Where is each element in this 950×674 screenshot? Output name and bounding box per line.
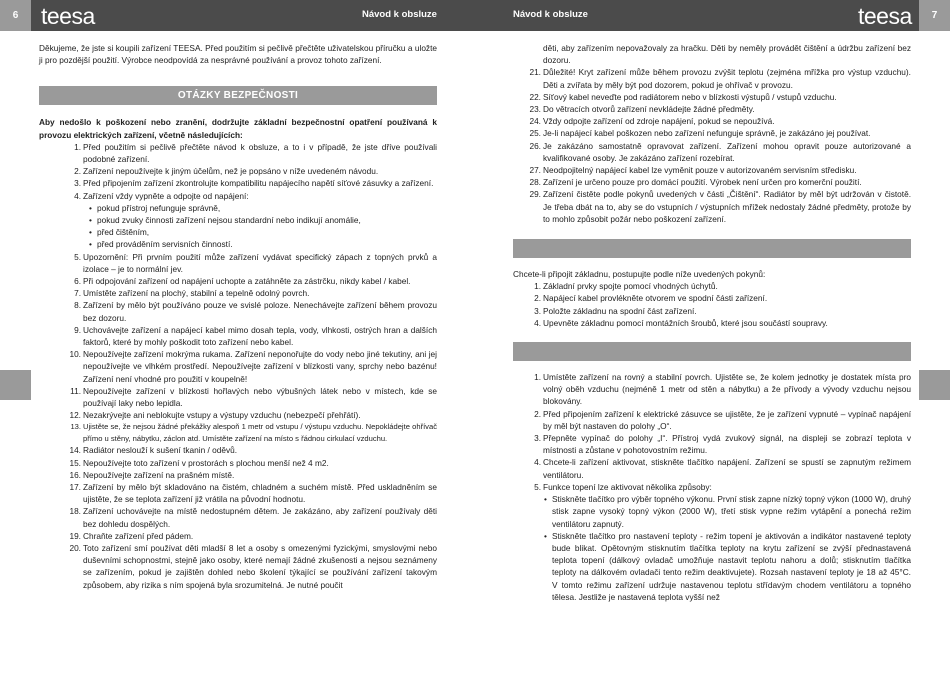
- list-item: [61, 177, 437, 189]
- list-item-number: 14.: [69, 445, 81, 456]
- list-item-text: Je-li napájecí kabel poškozen nebo zařízení nefunguje správně, je zakázáno jej používat.: [543, 128, 871, 139]
- list-item-number: 11.: [70, 385, 81, 396]
- list-item-number: 15.: [69, 457, 81, 468]
- page-header: [0, 0, 950, 31]
- list-item-text: Síťový kabel neveďte pod radiátorem nebo v blízkosti výstupů / vstupů vzduchu.: [543, 91, 837, 102]
- page-number-left: 6: [0, 0, 31, 31]
- section-heading-assembly: [513, 239, 911, 258]
- list-item-text: Zařízení čistěte podle pokynů uvedených v části „Čištění“. Radiátor by měl být udržován v čistotě. Je třeba dbát na to, aby se do vstupních / výstupních mřížek nedostaly žádné předměty, protože by to mohlo způsobit požár nebo poškození zařízení.: [543, 189, 911, 224]
- list-item: [521, 432, 911, 456]
- list-item-number: 3.: [534, 305, 541, 316]
- list-item: [521, 292, 911, 304]
- list-item-number: 12.: [69, 410, 81, 421]
- list-item: [61, 481, 437, 505]
- list-item: [61, 190, 437, 202]
- safety-list-b: [61, 251, 437, 422]
- list-item-text: Toto zařízení smí používat děti mladší 8 let a osoby s omezenými fyzickými, smyslovými nebo duševními schopnostmi, stejně jako osoby, které nemají žádné zkušenosti a nejsou seznámeny se zařízením, pokud je zajištěn dohled nebo školení týkající se používání zařízení takovým způsobem, aby rizika s ním spojená byla srozumitelná. Je nutné poučit: [83, 542, 437, 590]
- list-item-number: 9.: [74, 324, 81, 335]
- list-item-text: Před použitím si pečlivě přečtěte návod k obsluze, a to i v případě, že jste dříve používali podobné zařízení.: [83, 141, 437, 165]
- list-item-text: Zařízení nepoužívejte k jiným účelům, než je popsáno v níže uvedeném návodu.: [83, 166, 379, 177]
- bullet-item: • před prováděním servisních činností.: [89, 238, 437, 250]
- list-item-number: 21.: [529, 67, 541, 78]
- list-item-number: 6.: [74, 276, 81, 287]
- list-item-text: Uchovávejte zařízení a napájecí kabel mimo dosah tepla, vody, vlhkosti, ostrých hran a dalších faktorů, které by mohly poškodit toto zařízení nebo kabel.: [83, 324, 437, 348]
- list-item-number: 1.: [74, 141, 81, 152]
- list-item-text: Zařízení vždy vypněte a odpojte od napájení:: [83, 190, 249, 201]
- assembly-steps: [521, 280, 911, 329]
- section-heading-safety: OTÁZKY BEZPEČNOSTI: [39, 86, 437, 105]
- left-page-column: [39, 42, 437, 591]
- list-item-text: Upozornění: Při prvním použití může zařízení vydávat specifický zápach z topných prvků a izolace – je to normální jev.: [83, 251, 437, 274]
- list-item-number: 18.: [69, 506, 81, 517]
- list-item: [61, 444, 437, 456]
- safety-list-c: [61, 444, 437, 590]
- list-item-text: Přepněte vypínač do polohy „I“. Přístroj vydá zvukový signál, na displeji se zobrazí teplota v místnosti a zůstane v pohotovostním režimu.: [543, 433, 911, 456]
- list-item-text: Důležité! Kryt zařízení může během provozu zvýšit teplotu (zejména mřížka pro výstup vzduchu). Děti a zvířata by měly být pod dozorem, pokud je ohřívač v provozu.: [543, 67, 911, 90]
- safety-bold-intro: Aby nedošlo k poškození nebo zranění, dodržujte základní bezpečnostní opatření používaná k provozu elektrických zařízení, včetně následujících:: [39, 117, 437, 140]
- side-tab-left: [0, 370, 31, 400]
- teesa-logo-right: teesa: [858, 3, 912, 29]
- list-item-number: 24.: [529, 116, 541, 127]
- list-item-number: 13.: [70, 422, 81, 432]
- right-page-column: [513, 42, 911, 603]
- list-item-number: 2.: [534, 293, 541, 304]
- list-item-text: Nepoužívejte toto zařízení v prostorách s plochou menší než 4 m2.: [83, 457, 329, 468]
- list-item-text: Neodpojitelný napájecí kabel lze vyměnit pouze v autorizovaném servisním středisku.: [543, 165, 857, 176]
- list-item: [61, 287, 437, 299]
- list-item-number: 17.: [69, 481, 81, 492]
- list-item: [61, 421, 437, 444]
- list-item: [61, 469, 437, 481]
- list-item: [61, 165, 437, 177]
- list-item-text: Zařízení je určeno pouze pro domácí použití. Výrobek není určen pro komerční použití.: [543, 177, 862, 188]
- list-item-number: 4.: [534, 317, 541, 328]
- list-item-number: 26.: [529, 140, 541, 151]
- list-item-number: 4.: [534, 457, 541, 468]
- list-item-number: 29.: [529, 189, 541, 200]
- header-title-left: Návod k obsluze: [362, 9, 437, 20]
- list-item-text: Zařízení uchovávejte na místě nedostupném dětem. Je zakázáno, aby zařízení používaly děti bez dohledu dospělých.: [83, 506, 437, 529]
- list-item: [61, 141, 437, 165]
- list-item-text: Při odpojování zařízení od napájení uchopte a zatáhněte za zástrčku, nikdy kabel / kabel.: [83, 276, 411, 287]
- disconnect-bullet-list: [89, 202, 437, 251]
- heating-mode-bullets: [544, 493, 911, 603]
- bullet-item: • pokud přístroj nefunguje správně,: [89, 202, 437, 214]
- list-item-number: 25.: [529, 128, 541, 139]
- list-item-text: Radiátor neslouží k sušení tkanin / oděvů.: [83, 445, 238, 456]
- list-item-text: Zařízení by mělo být používáno pouze ve svislé poloze. Nenechávejte zařízení během provozu bez dozoru.: [83, 300, 437, 323]
- safety-list-item-13: [61, 421, 437, 444]
- list-item-text: Do větracích otvorů zařízení nevkládejte žádné předměty.: [543, 104, 755, 115]
- list-item: [521, 371, 911, 408]
- list-item-number: 19.: [69, 530, 81, 541]
- safety-list-a: [61, 141, 437, 202]
- list-item-number: 5.: [74, 251, 81, 262]
- list-item-text: Napájecí kabel provlékněte otvorem ve spodní části zařízení.: [543, 293, 768, 304]
- list-item: [61, 542, 437, 591]
- list-item-text: Položte základnu na spodní část zařízení.: [543, 305, 697, 316]
- list-item: [521, 408, 911, 432]
- page-number-right: 7: [919, 0, 950, 31]
- list-item-text: Nezakrývejte ani neblokujte vstupy a výstupy vzduchu (nebezpečí přehřátí).: [83, 410, 361, 421]
- list-item: [521, 176, 911, 188]
- list-item: [521, 140, 911, 164]
- list-item: [61, 299, 437, 323]
- list-item: [521, 481, 911, 493]
- list-item-number: 4.: [74, 190, 81, 201]
- list-item: [521, 103, 911, 115]
- list-item: [521, 456, 911, 480]
- list-item-number: 1.: [534, 281, 541, 292]
- list-item-text: Nepoužívejte zařízení mokrýma rukama. Zařízení neponořujte do vody nebo jiné tekutiny, ani jej nepoužívejte ve vlhkém prostředí. Nepoužívejte zařízení v blízkosti vany, sprchy nebo bazénu! Zařízení není vhodné pro použití v koupelně!: [83, 349, 437, 384]
- header-title-right: Návod k obsluze: [513, 9, 588, 20]
- list-item-number: 2.: [534, 408, 541, 419]
- bullet-item: • před čištěním,: [89, 226, 437, 238]
- list-item: [521, 317, 911, 329]
- list-item: [61, 251, 437, 275]
- list-item-number: 28.: [529, 177, 541, 188]
- continued-paragraph: děti, aby zařízením nepovažovaly za hračku. Děti by neměly provádět čištění a údržbu zařízení bez dozoru.: [543, 43, 911, 66]
- list-item: [521, 127, 911, 139]
- list-item-text: Nepoužívejte zařízení na prašném místě.: [83, 469, 235, 480]
- operation-steps: [521, 371, 911, 493]
- list-item-number: 7.: [74, 288, 81, 299]
- list-item: [521, 164, 911, 176]
- list-item-number: 20.: [69, 542, 81, 553]
- list-item-number: 2.: [74, 166, 81, 177]
- bullet-item: • Stiskněte tlačítko pro výběr topného výkonu. První stisk zapne nízký topný výkon (1000 W), druhý stisk zapne vysoký topný výkon (2000 W), třetí stisk vypne režim vytápění a ponechá režim ventilátoru zapnutý.: [544, 493, 911, 530]
- section-heading-operation: [513, 342, 911, 361]
- list-item-number: 16.: [69, 469, 81, 480]
- list-item-number: 27.: [529, 165, 541, 176]
- list-item: [61, 275, 437, 287]
- list-item: [61, 324, 437, 348]
- list-item: [61, 385, 437, 409]
- side-tab-right: [919, 370, 950, 400]
- list-item-number: 3.: [74, 178, 81, 189]
- list-item: [61, 409, 437, 421]
- list-item-text: Je zakázáno samostatně opravovat zařízení. Zařízení mohou opravit pouze autorizované a kvalifikované osoby. Je zakázáno zařízení rozebírat.: [543, 140, 911, 163]
- list-item-number: 22.: [529, 91, 541, 102]
- list-item-text: Chraňte zařízení před pádem.: [83, 530, 194, 541]
- list-item-number: 23.: [529, 104, 541, 115]
- list-item-text: Před připojením zařízení zkontrolujte kompatibilitu napájecího napětí síťové zásuvky a zařízení.: [83, 178, 434, 189]
- list-item-text: Před připojením zařízení k elektrické zásuvce se ujistěte, že je zařízení vypnuté – vypínač napájení by měl být nastaven do polohy „O“.: [543, 408, 911, 431]
- list-item: [61, 505, 437, 529]
- intro-paragraph: Děkujeme, že jste si koupili zařízení TEESA. Před použitím si pečlivě přečtěte uživatelskou příručku a uložte ji pro pozdější použití. Výrobce neodpovídá za nesprávné používání a provoz tohoto zařízení.: [39, 43, 437, 66]
- list-item-text: Umístěte zařízení na plochý, stabilní a tepelně odolný povrch.: [83, 288, 310, 299]
- list-item: [521, 188, 911, 225]
- list-item-number: 10.: [69, 349, 81, 360]
- list-item-text: Funkce topení lze aktivovat několika způsoby:: [543, 481, 712, 492]
- bullet-item: • Stiskněte tlačítko pro nastavení teploty - režim topení je aktivován a indikátor nastavené teploty bude blikat. Opětovným stisknutím tlačítka teploty na krytu zařízení se zvýší přednastavená teplota topení (dálkový ovladač umožňuje nastavit teplotu nahoru a dolů; stisknutím tlačítka teploty na dálkovém ovladači tento režim deaktivujete). Rozsah nastavení teploty je 18 až 45°C. V tomto režimu zařízení udržuje nastavenou teplotu střídavým chodem ventilátoru a topného tělesa. Jestliže je nastavená teplota vyšší než: [544, 530, 911, 603]
- list-item-text: Vždy odpojte zařízení od zdroje napájení, pokud se nepoužívá.: [543, 116, 775, 127]
- list-item-text: Upevněte základnu pomocí montážních šroubů, které jsou součástí soupravy.: [543, 317, 828, 328]
- list-item-text: Chcete-li zařízení aktivovat, stiskněte tlačítko napájení. Zařízení se spustí se zapnutým režimem ventilátoru.: [543, 457, 911, 480]
- list-item-text: Umístěte zařízení na rovný a stabilní povrch. Ujistěte se, že kolem jednotky je dostatek místa pro volný oběh vzduchu (nejméně 1 metr od stěn a nábytku) a že přívody a vývody vzduchu nejsou blokovány.: [543, 372, 911, 407]
- list-item-text: Nepoužívejte zařízení v blízkosti hořlavých nebo výbušných látek nebo v místech, kde se používají laky nebo lepidla.: [83, 385, 437, 409]
- safety-list-right: [521, 66, 911, 225]
- list-item: [61, 348, 437, 385]
- teesa-logo-left: teesa: [41, 3, 95, 29]
- list-item: [521, 115, 911, 127]
- list-item-text: Ujistěte se, že nejsou žádné překážky alespoň 1 metr od vstupu / výstupu vzduchu. Nepokládejte ohřívač přímo u stěny, nábytku, záclon atd. Umístěte zařízení na místo s řádnou cirkulací vzduchu.: [83, 422, 437, 443]
- list-item: [521, 305, 911, 317]
- list-item: [521, 91, 911, 103]
- assembly-intro: Chcete-li připojit základnu, postupujte podle níže uvedených pokynů:: [513, 269, 766, 280]
- list-item-number: 1.: [534, 372, 541, 383]
- list-item-number: 5.: [534, 481, 541, 492]
- list-item-text: Zařízení by mělo být skladováno na čistém, chladném a suchém místě. Před uskladněním se ujistěte, že se teplota zařízení již vrátila na původní hodnotu.: [83, 481, 437, 505]
- list-item: [521, 280, 911, 292]
- list-item: [61, 530, 437, 542]
- list-item: [61, 457, 437, 469]
- list-item-number: 8.: [74, 300, 81, 311]
- list-item: [521, 66, 911, 90]
- list-item-number: 3.: [534, 433, 541, 444]
- bullet-item: • pokud zvuky činnosti zařízení nejsou standardní nebo indikují anomálie,: [89, 214, 437, 226]
- list-item-text: Základní prvky spojte pomocí vhodných úchytů.: [543, 281, 718, 292]
